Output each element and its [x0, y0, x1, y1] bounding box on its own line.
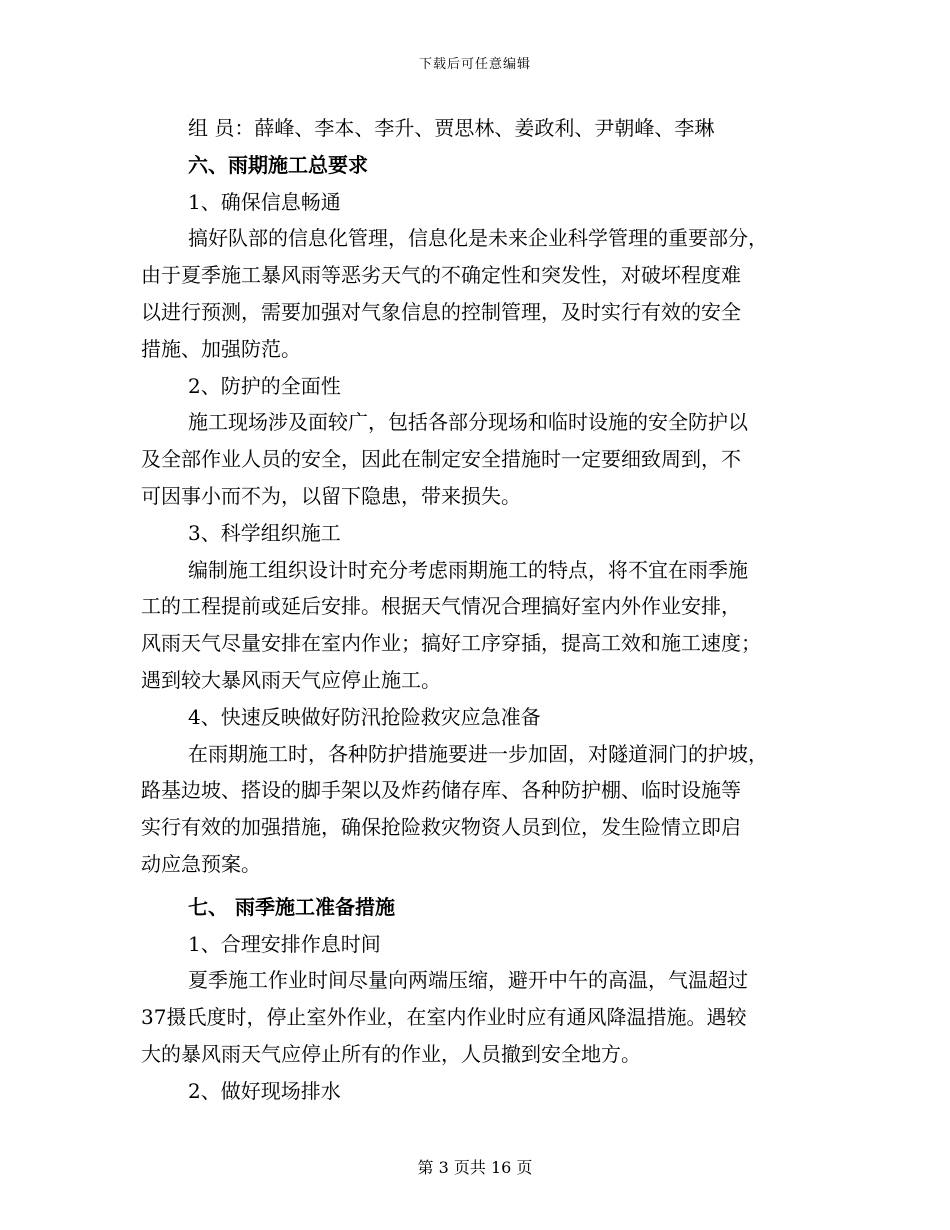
subheading-2: 2、防护的全面性 — [188, 373, 341, 398]
paragraph-line: 工的工程提前或延后安排。根据天气情况合理搞好室内外作业安排， — [141, 594, 741, 619]
paragraph-line: 由于夏季施工暴风雨等恶劣天气的不确定性和突发性，对破坏程度难 — [141, 263, 741, 288]
paragraph-line: 可因事小而不为，以留下隐患，带来损失。 — [141, 483, 521, 508]
paragraph-line: 措施、加强防范。 — [141, 336, 301, 361]
paragraph-line: 夏季施工作业时间尽量向两端压缩，避开中午的高温，气温超过 — [188, 968, 748, 993]
paragraph-line: 施工现场涉及面较广，包括各部分现场和临时设施的安全防护以 — [188, 410, 748, 435]
paragraph-line: 编制施工组织设计时充分考虑雨期施工的特点，将不宜在雨季施 — [188, 557, 748, 582]
paragraph-line: 搞好队部的信息化管理，信息化是未来企业科学管理的重要部分， — [188, 226, 768, 251]
page-header: 下载后可任意编辑 — [418, 57, 531, 72]
subheading-2: 2、做好现场排水 — [188, 1078, 341, 1103]
team-members-line: 组 员：薛峰、李本、李升、贾思林、姜政利、尹朝峰、李琳 — [188, 116, 715, 140]
paragraph-line: 大的暴风雨天气应停止所有的作业，人员撤到安全地方。 — [141, 1041, 641, 1066]
subheading-3: 3、科学组织施工 — [188, 520, 341, 545]
paragraph-line: 遇到较大暴风雨天气应停止施工。 — [141, 667, 441, 692]
subheading-1: 1、合理安排作息时间 — [188, 931, 381, 956]
section-heading-6: 六、雨期施工总要求 — [188, 152, 368, 177]
page-footer: 第 3 页共 16 页 — [417, 1158, 533, 1177]
subheading-4: 4、快速反映做好防汛抢险救灾应急准备 — [188, 704, 541, 729]
paragraph-line: 实行有效的加强措施，确保抢险救灾物资人员到位，发生险情立即启 — [141, 815, 741, 840]
document-body — [141, 110, 811, 1110]
subheading-1: 1、确保信息畅通 — [188, 189, 341, 214]
paragraph-line: 37摄氏度时，停止室外作业，在室内作业时应有通风降温措施。遇较 — [141, 1005, 747, 1030]
paragraph-line: 及全部作业人员的安全，因此在制定安全措施时一定要细致周到，不 — [141, 447, 741, 472]
section-heading-7: 七、 雨季施工准备措施 — [188, 894, 395, 919]
paragraph-line: 动应急预案。 — [141, 851, 261, 876]
paragraph-line: 路基边坡、搭设的脚手架以及炸药储存库、各种防护棚、临时设施等 — [141, 778, 741, 803]
paragraph-line: 风雨天气尽量安排在室内作业；搞好工序穿插，提高工效和施工速度； — [141, 631, 761, 656]
paragraph-line: 在雨期施工时，各种防护措施要进一步加固，对隧道洞门的护坡， — [188, 741, 768, 766]
paragraph-line: 以进行预测，需要加强对气象信息的控制管理，及时实行有效的安全 — [141, 299, 741, 324]
